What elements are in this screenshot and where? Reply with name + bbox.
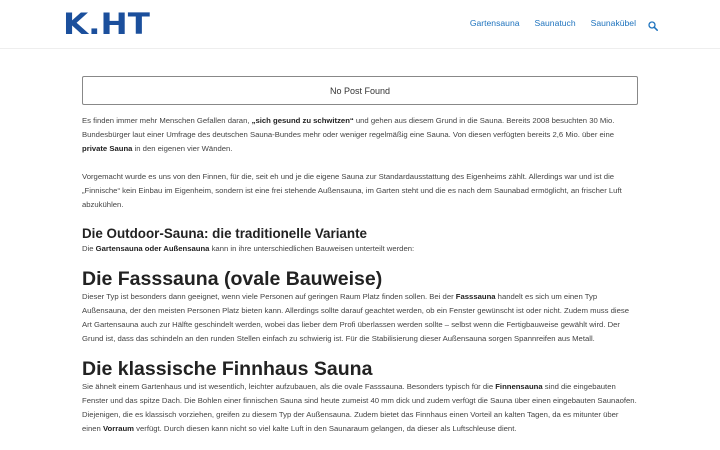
- bold-text: Finnensauna: [495, 382, 543, 391]
- search-icon[interactable]: [648, 18, 658, 28]
- site-logo[interactable]: K.HT: [63, 7, 150, 41]
- heading-finnhaus-sauna: Die klassische Finnhaus Sauna: [82, 358, 373, 380]
- bold-text: Vorraum: [102, 424, 134, 433]
- finnish-paragraph: Vorgemacht wurde es uns von den Finnen, für die, seit eh und je die eigene Sauna zur Standardausstattung des Eigenheims zählt. Allerdings war und ist die „Finnische“ kein Einbau im Eigenheim, sondern ist eine frei stehende Außensauna, im Garten steht und die es nach dem Saunabad ermöglicht, an frischer Luft abzukühlen.: [82, 172, 622, 209]
- bold-text: Gartensauna oder Außensauna: [95, 244, 210, 253]
- nav-item-saunakuebel[interactable]: Saunakübel: [590, 18, 636, 28]
- fasssauna-paragraph: Dieser Typ ist besonders dann geeignet, wenn viele Personen auf geringen Raum Platz finden sollen. Bei der Fasssauna handelt es sich um einen Typ Außensauna, der den meisten Personen Platz bieten kann. Allerdings sollte darauf geachtet werden, ob ein Fenster gewünscht ist oder nicht. Zudem muss diese Art Gartensauna auch zur Hälfte geschindelt werden, wobei das lieber dem Profi überlassen werden sollte – selbst wenn die Fertigbauweise gewählt wird. Der Grund ist, dass das schindeln an den runden Stellen einfach zu schwierig ist. Für die Stabilisierung dieser Außensauna sorgen Spannreifen aus Metall.: [82, 292, 629, 343]
- nav-item-gartensauna[interactable]: Gartensauna: [469, 18, 520, 28]
- main-content: [82, 76, 638, 436]
- main-navigation: [455, 17, 658, 29]
- heading-fasssauna: Die Fasssauna (ovale Bauweise): [82, 268, 383, 290]
- site-header: [0, 0, 720, 49]
- no-post-notice: No Post Found: [82, 76, 638, 105]
- heading-outdoor-sauna: Die Outdoor-Sauna: die traditionelle Variante: [82, 226, 367, 241]
- bold-text: private Sauna: [82, 144, 133, 153]
- outdoor-paragraph: Die Gartensauna oder Außensauna kann in ihre unterschiedlichen Bauweisen unterteilt werden:: [82, 244, 415, 253]
- intro-paragraph: Es finden immer mehr Menschen Gefallen daran, „sich gesund zu schwitzen“ und gehen aus diesem Grund in die Sauna. Bereits 2008 besuchten 30 Mio. Bundesbürger laut einer Umfrage des deutschen Sauna-Bundes mehr oder weniger regelmäßig eine Sauna. Von diesen verfügten bereits 2,6 Mio. über eine private Sauna in den eigenen vier Wänden.: [82, 116, 615, 153]
- nav-item-saunatuch[interactable]: Saunatuch: [534, 18, 576, 28]
- finnhaus-paragraph: Sie ähnelt einem Gartenhaus und ist wesentlich, leichter aufzubauen, als die ovale Fasssauna. Besonders typisch für die Finnensauna sind die eingebauten Fenster und das spitze Dach. Die Bohlen einer finnischen Sauna sind heute zumeist 40 mm dick und zudem verfügt die Sauna über einen eingebauten Saunaofen. Diejenigen, die es klassisch vorziehen, greifen zu diesem Typ der Außensauna. Zudem bietet das Finnhaus einen Vorteil an kalten Tagen, da es mitunter über einen Vorraum verfügt. Durch diesen kann nicht so viel kalte Luft in den Saunaraum gelangen, da dieser als Luftschleuse dient.: [82, 382, 637, 433]
- bold-text: Fasssauna: [455, 292, 496, 301]
- bold-text: „sich gesund zu schwitzen“: [251, 116, 354, 125]
